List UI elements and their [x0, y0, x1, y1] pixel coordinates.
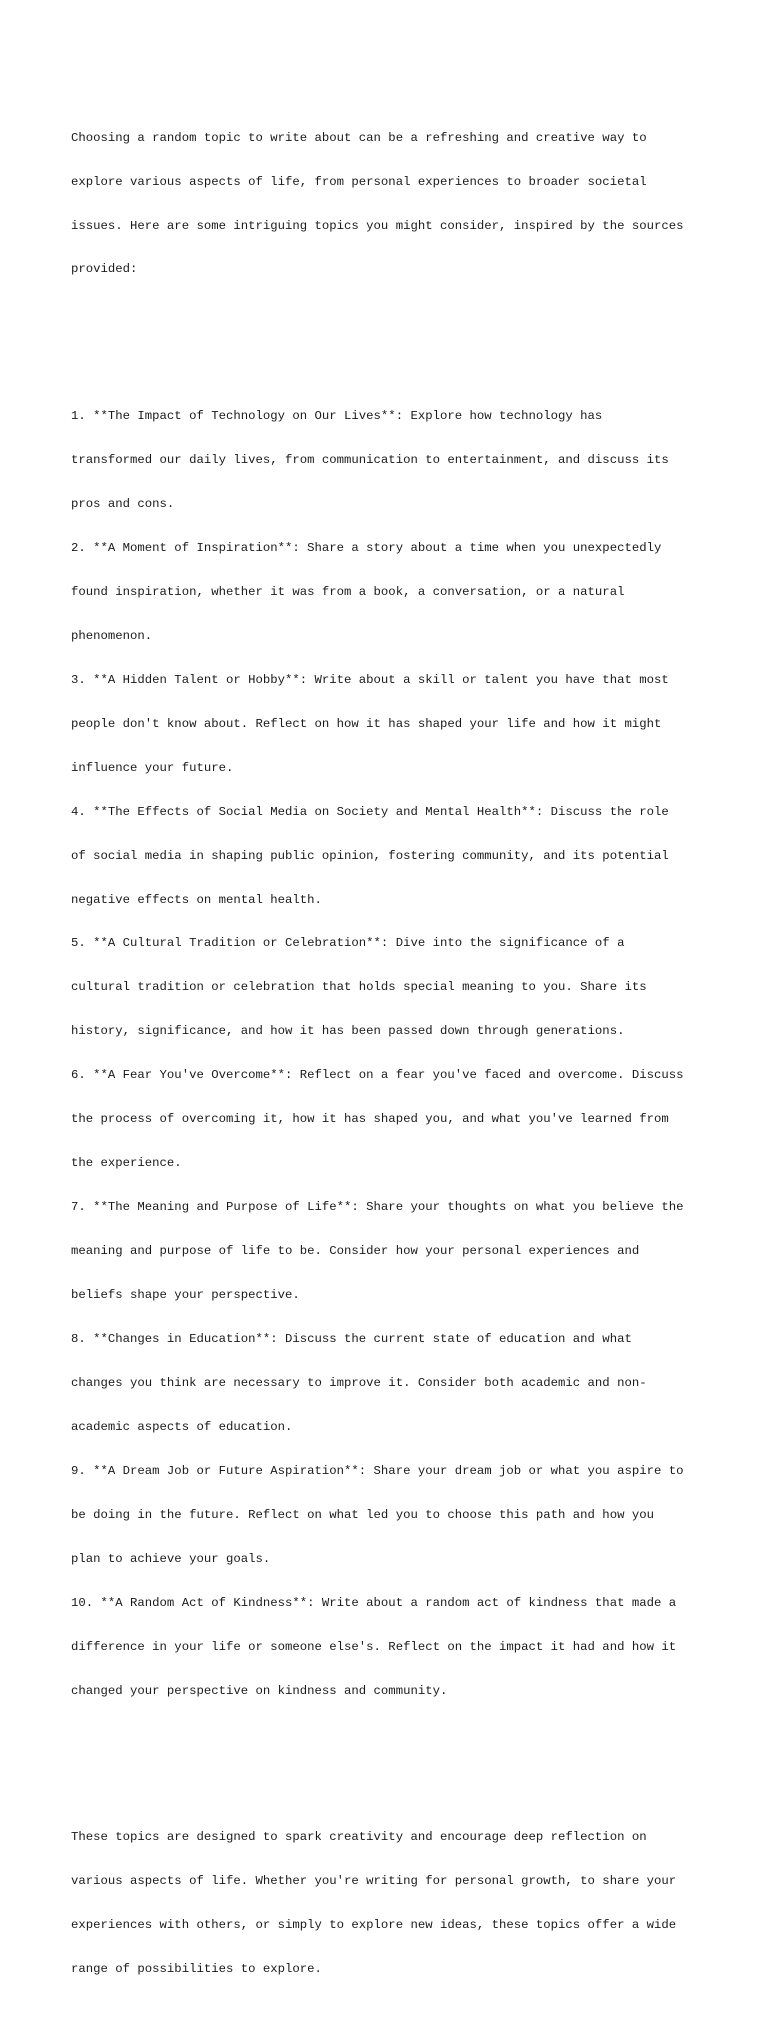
- topic-list: [71, 380, 711, 1728]
- intro-line: provided:: [71, 262, 138, 277]
- topic-list-line: the experience.: [71, 1156, 182, 1171]
- topic-list-line: the process of overcoming it, how it has shaped you, and what you've learned from: [71, 1112, 669, 1127]
- conclusion-line: various aspects of life. Whether you're writing for personal growth, to share your: [71, 1874, 677, 1889]
- topic-list-line: 1. **The Impact of Technology on Our Lives**: Explore how technology has: [71, 409, 603, 424]
- topic-list-line: changed your perspective on kindness and community.: [71, 1683, 448, 1698]
- topic-list-line: 10. **A Random Act of Kindness**: Write about a random act of kindness that made a: [71, 1595, 677, 1610]
- topic-list-line: 4. **The Effects of Social Media on Society and Mental Health**: Discuss the role: [71, 804, 669, 819]
- topic-list-line: 7. **The Meaning and Purpose of Life**: Share your thoughts on what you believe the: [71, 1200, 684, 1215]
- intro-paragraph: [71, 101, 711, 306]
- intro-line: explore various aspects of life, from personal experiences to broader societal: [71, 174, 647, 189]
- topic-list-line: difference in your life or someone else's. Reflect on the impact it had and how it: [71, 1639, 677, 1654]
- conclusion-paragraph: [71, 1801, 711, 2006]
- topic-list-line: changes you think are necessary to improve it. Consider both academic and non-: [71, 1375, 647, 1390]
- intro-line: Choosing a random topic to write about can be a refreshing and creative way to: [71, 130, 647, 145]
- topic-list-line: negative effects on mental health.: [71, 892, 322, 907]
- paragraph-gap: [71, 1757, 711, 1772]
- intro-line: issues. Here are some intriguing topics you might consider, inspired by the sources: [71, 218, 684, 233]
- topic-list-line: phenomenon.: [71, 628, 153, 643]
- topic-list-line: 9. **A Dream Job or Future Aspiration**: Share your dream job or what you aspire to: [71, 1463, 684, 1478]
- topic-list-line: 3. **A Hidden Talent or Hobby**: Write about a skill or talent you have that most: [71, 672, 669, 687]
- topic-list-line: of social media in shaping public opinion, fostering community, and its potential: [71, 848, 669, 863]
- document-page: [71, 72, 711, 2021]
- topic-list-line: transformed our daily lives, from communication to entertainment, and discuss its: [71, 452, 669, 467]
- topic-list-line: 8. **Changes in Education**: Discuss the current state of education and what: [71, 1332, 632, 1347]
- topic-list-line: plan to achieve your goals.: [71, 1551, 271, 1566]
- topic-list-line: 6. **A Fear You've Overcome**: Reflect on a fear you've faced and overcome. Discuss: [71, 1068, 684, 1083]
- topic-list-line: influence your future.: [71, 760, 234, 775]
- topic-list-line: 2. **A Moment of Inspiration**: Share a story about a time when you unexpectedly: [71, 540, 662, 555]
- topic-list-line: meaning and purpose of life to be. Consider how your personal experiences and: [71, 1244, 640, 1259]
- conclusion-line: range of possibilities to explore.: [71, 1962, 322, 1977]
- topic-list-line: 5. **A Cultural Tradition or Celebration**: Dive into the significance of a: [71, 936, 625, 951]
- topic-list-line: be doing in the future. Reflect on what led you to choose this path and how you: [71, 1507, 654, 1522]
- topic-list-line: beliefs shape your perspective.: [71, 1288, 300, 1303]
- topic-list-line: pros and cons.: [71, 496, 175, 511]
- topic-list-line: academic aspects of education.: [71, 1419, 293, 1434]
- topic-list-line: cultural tradition or celebration that holds special meaning to you. Share its: [71, 980, 647, 995]
- topic-list-line: history, significance, and how it has been passed down through generations.: [71, 1024, 625, 1039]
- topic-list-line: people don't know about. Reflect on how it has shaped your life and how it might: [71, 716, 662, 731]
- topic-list-line: found inspiration, whether it was from a book, a conversation, or a natural: [71, 584, 625, 599]
- conclusion-line: These topics are designed to spark creativity and encourage deep reflection on: [71, 1830, 647, 1845]
- paragraph-gap: [71, 336, 711, 351]
- conclusion-line: experiences with others, or simply to explore new ideas, these topics offer a wide: [71, 1918, 677, 1933]
